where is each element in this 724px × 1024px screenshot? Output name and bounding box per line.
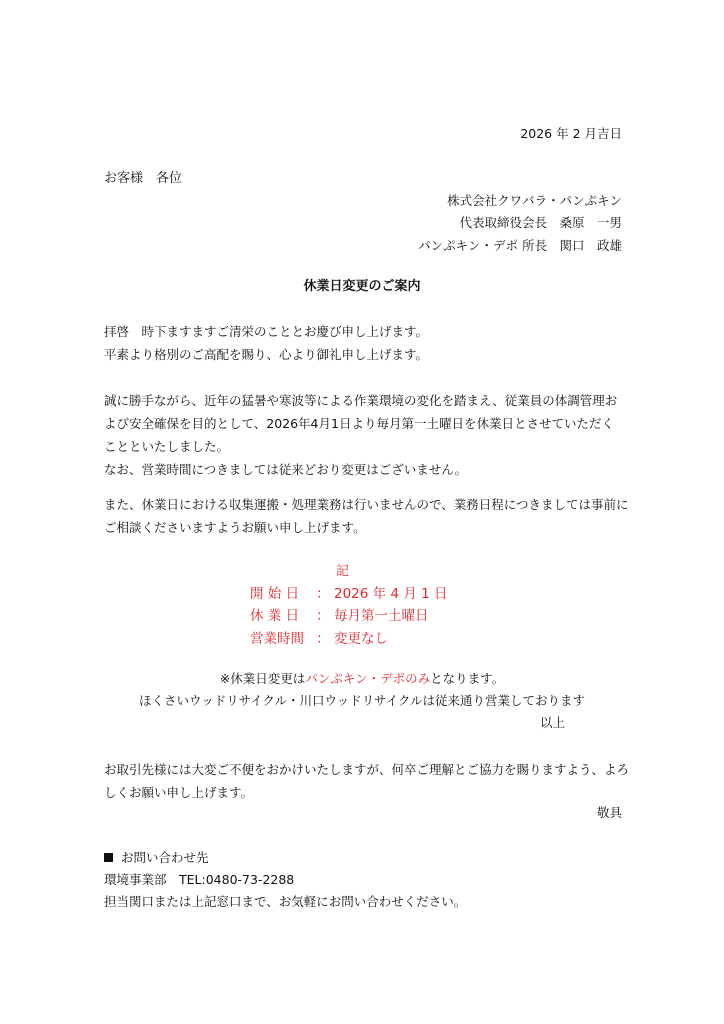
square-bullet-icon (104, 853, 113, 862)
sender-chairman: 代表取締役会長 桑原 一男 (459, 215, 622, 230)
sender-depot-manager: パンぷキン・デポ 所長 関口 政雄 (418, 238, 622, 253)
body-line: ご相談くださいますようお願い申し上げます。 (104, 520, 366, 535)
ijou-label: 以上 (540, 715, 566, 730)
body-line: また、休業日における収集運搬・処理業務は行いませんので、業務日程につきましては事前に (104, 497, 629, 512)
term-value: 毎月第一土曜日 (334, 608, 429, 624)
greeting-line: 平素より格別のご高配を賜り、心より御礼申し上げます。 (104, 347, 429, 362)
term-label: 開 始 日 (250, 586, 300, 602)
term-start-date (250, 582, 448, 602)
term-colon: ： (316, 586, 330, 602)
ki-heading: 記 (336, 564, 350, 579)
notice-suffix: となります。 (430, 671, 505, 686)
term-value: 2026 年 4 月 1 日 (334, 586, 448, 602)
term-label: 営業時間 (250, 631, 304, 647)
closing-line: お取引先様には大変ご不便をおかけいたしますが、何卒ご理解とご協力を賜りますよう、よろ (104, 762, 630, 777)
body-line: 誠に勝手ながら、近年の猛暑や寒波等による作業環境の変化を踏まえ、従業員の体調管理お (104, 393, 618, 408)
term-label: 休 業 日 (250, 608, 300, 624)
closing-line: しくお願い申し上げます。 (104, 785, 254, 800)
term-colon: ： (316, 631, 330, 647)
notice-highlight: パンぷキン・デポのみ (305, 671, 431, 686)
body-paragraph-2 (104, 493, 629, 539)
greeting-line: 拝啓 時下ますますご清栄のこととお慶び申し上げます。 (104, 324, 429, 339)
contact-heading-text: お問い合わせ先 (121, 850, 209, 865)
body-line: よび安全確保を目的として、2026年4月1日より毎月第一土曜日を休業日とさせていただく (104, 416, 614, 431)
body-line: なお、営業時間につきましては従来どおり変更はございません。 (104, 462, 468, 477)
document-date: 2026 年 2 月吉日 (520, 126, 622, 141)
page-title: 休業日変更のご案内 (303, 279, 421, 294)
term-colon: ： (316, 608, 330, 624)
notice-prefix: ※休業日変更は (219, 671, 306, 686)
term-business-hours (250, 627, 388, 647)
greeting-paragraph (104, 320, 624, 366)
contact-heading (104, 848, 209, 866)
notice-line-1 (0, 669, 724, 687)
term-value: 変更なし (334, 631, 388, 647)
sender-company: 株式会社クワバラ・パンぷキン (447, 193, 622, 208)
keigu-label: 敬具 (596, 805, 622, 820)
notice-line-2: ほくさいウッドリサイクル・川口ウッドリサイクルは従来通り営業しております (138, 693, 585, 708)
term-holiday (250, 604, 429, 624)
contact-note: 担当関口または上記窓口まで、お気軽にお問い合わせください。 (104, 894, 467, 909)
contact-dept-tel: 環境事業部 TEL:0480-73-2288 (104, 872, 295, 887)
body-line: ことといたしました。 (104, 439, 230, 454)
addressee: お客様 各位 (104, 171, 183, 186)
body-paragraph-1 (104, 389, 624, 481)
closing-paragraph (104, 758, 630, 804)
